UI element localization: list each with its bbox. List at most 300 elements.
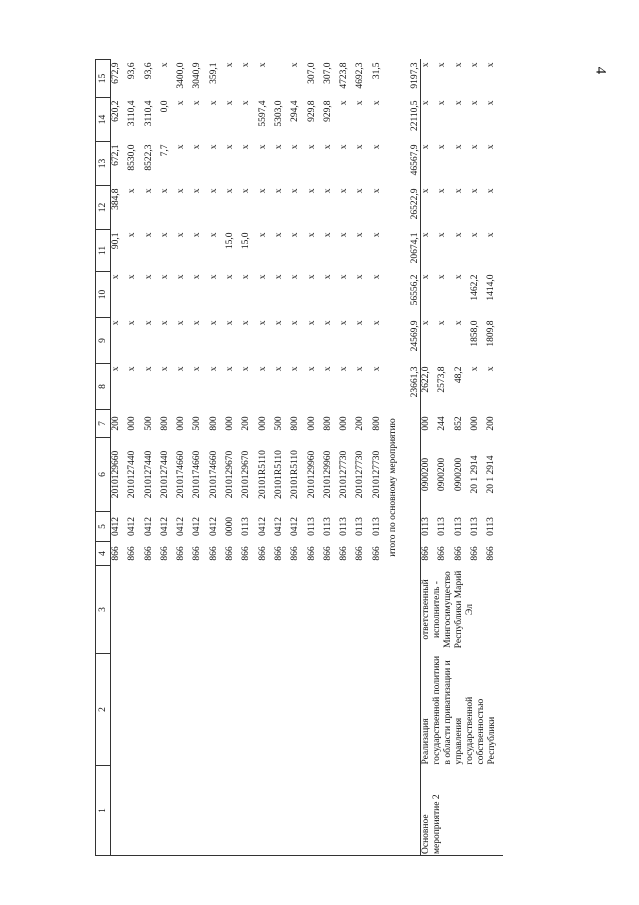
table-cell: 2010127440 <box>127 450 138 499</box>
table-cell: 672,9 <box>111 62 121 84</box>
table-cell: 359,1 <box>208 62 219 84</box>
table-cell: x <box>208 188 219 194</box>
table-cell: x <box>453 232 464 238</box>
table-cell: 244 <box>437 416 448 431</box>
table-cell: x <box>143 188 154 194</box>
table-cell: 0412 <box>208 517 219 536</box>
empty-cell <box>388 766 421 856</box>
table-cell: x <box>371 100 382 106</box>
table-cell: x <box>241 366 252 372</box>
table-cell: 000 <box>225 416 236 431</box>
table-cell: x <box>371 144 382 150</box>
table-cell: 0,0 <box>159 100 170 113</box>
table-cell: x <box>143 366 154 372</box>
table-cell: x <box>453 62 464 68</box>
table-cell: x <box>127 188 138 194</box>
table-row <box>127 60 143 856</box>
empty-cell <box>144 566 160 654</box>
table-cell: 3110,4 <box>127 100 138 127</box>
table-cell: 000 <box>127 416 138 431</box>
table-cell: x <box>453 320 464 326</box>
table-cell: x <box>273 232 284 238</box>
table-cell: x <box>111 366 121 372</box>
table-cell: 866 <box>143 546 154 561</box>
empty-cell <box>127 566 143 654</box>
total-value: 24569,9 <box>388 318 421 364</box>
total-value: 9197,3 <box>388 60 421 98</box>
table-cell: x <box>486 232 497 238</box>
budget-table <box>95 59 503 856</box>
table-cell: 0113 <box>453 517 464 536</box>
table-cell: x <box>355 366 366 372</box>
table-cell: 2010127730 <box>355 450 366 499</box>
table-cell: 000 <box>306 416 317 431</box>
table-cell: 31,5 <box>371 62 382 80</box>
table-cell: 2010129670 <box>241 450 252 499</box>
table-cell: 2010174660 <box>208 450 219 499</box>
empty-cell <box>355 766 371 856</box>
table-cell: 800 <box>322 416 333 431</box>
table-cell: x <box>421 144 432 150</box>
empty-cell <box>209 654 225 766</box>
table-cell: x <box>257 188 268 194</box>
empty-cell <box>241 654 257 766</box>
table-row <box>176 60 192 856</box>
empty-cell <box>192 654 208 766</box>
table-cell: x <box>290 232 301 238</box>
table-cell: x <box>486 62 497 68</box>
empty-cell <box>258 766 274 856</box>
table-cell: 929,8 <box>322 100 333 122</box>
table-cell: x <box>453 144 464 150</box>
table-row <box>258 60 274 856</box>
table-cell: x <box>176 144 187 150</box>
table-cell: 2622,0 <box>421 366 432 393</box>
header-cell: 15 <box>96 60 111 98</box>
empty-cell <box>339 566 355 654</box>
table-cell: x <box>339 188 350 194</box>
table-cell: 307,0 <box>322 62 333 84</box>
empty-cell <box>372 654 388 766</box>
table-cell: x <box>192 100 203 106</box>
table-cell: x <box>290 188 301 194</box>
header-row <box>96 60 111 856</box>
table-cell: 866 <box>192 546 203 561</box>
table-cell: x <box>437 62 448 68</box>
empty-cell <box>225 766 241 856</box>
table-cell: 866 <box>486 546 497 561</box>
table-cell: 800 <box>371 416 382 431</box>
table-cell: x <box>421 100 432 106</box>
table-cell: x <box>339 320 350 326</box>
empty-cell <box>127 654 143 766</box>
table-cell: x <box>306 144 317 150</box>
table-cell: 294,4 <box>290 100 301 122</box>
empty-cell <box>323 654 339 766</box>
empty-cell <box>225 566 241 654</box>
table-cell: x <box>355 274 366 280</box>
empty-cell <box>160 766 176 856</box>
empty-cell <box>144 654 160 766</box>
table-cell: x <box>208 100 219 106</box>
empty-cell <box>290 766 306 856</box>
table-cell: 0113 <box>469 517 480 536</box>
table-cell: 866 <box>306 546 317 561</box>
table-cell: x <box>192 232 203 238</box>
table-cell: 866 <box>159 546 170 561</box>
measure-description: Реализация государственной политики в области приватизации и управления государственной собственностью Республики <box>421 655 497 765</box>
table-cell: x <box>355 320 366 326</box>
table-cell: x <box>421 274 432 280</box>
total-value: 23661,3 <box>388 364 421 410</box>
table-row <box>307 60 323 856</box>
table-cell: x <box>127 274 138 280</box>
measure-executor: ответственный исполнитель - Мингосимущество Республики Марий Эл <box>421 570 475 649</box>
table-cell: x <box>421 62 432 68</box>
table-cell: 852 <box>453 416 464 431</box>
empty-cell <box>209 566 225 654</box>
empty-cell <box>258 654 274 766</box>
table-cell: x <box>127 320 138 326</box>
table-cell: 2010129960 <box>306 450 317 499</box>
table-cell: x <box>339 274 350 280</box>
table-cell: x <box>290 144 301 150</box>
table-cell: 620,2 <box>111 100 121 122</box>
table-cell: x <box>111 320 121 326</box>
table-cell: x <box>208 232 219 238</box>
table-cell: x <box>437 274 448 280</box>
header-cell: 14 <box>96 98 111 142</box>
table-cell: x <box>225 366 236 372</box>
table-cell: x <box>176 366 187 372</box>
table-cell: 0900200 <box>421 457 432 492</box>
table-cell: 0412 <box>290 517 301 536</box>
empty-cell <box>241 766 257 856</box>
header-cell: 7 <box>96 410 111 438</box>
table-cell: 0113 <box>355 517 366 536</box>
table-cell: 2010127440 <box>143 450 154 499</box>
table-cell: 20101R5110 <box>273 450 284 499</box>
table-row <box>339 60 355 856</box>
table-cell: x <box>176 188 187 194</box>
table-row <box>111 60 128 856</box>
table-cell: x <box>486 144 497 150</box>
total-value: 20674,1 <box>388 230 421 272</box>
table-cell: x <box>208 144 219 150</box>
table-cell: 866 <box>322 546 333 561</box>
empty-cell <box>323 566 339 654</box>
table-cell: x <box>421 320 432 326</box>
table-cell: x <box>143 320 154 326</box>
table-cell: 866 <box>469 546 480 561</box>
empty-cell <box>225 654 241 766</box>
empty-cell <box>355 654 371 766</box>
empty-cell <box>192 766 208 856</box>
header-cell: 13 <box>96 142 111 186</box>
table-cell: 672,1 <box>111 144 121 166</box>
table-cell: 0113 <box>437 517 448 536</box>
table-cell: 4723,8 <box>339 62 350 89</box>
table-row <box>160 60 176 856</box>
table-cell: x <box>127 232 138 238</box>
table-cell: 200 <box>111 416 121 431</box>
table-cell: 2010129660 <box>111 450 121 499</box>
empty-cell <box>372 766 388 856</box>
table-cell: 866 <box>225 546 236 561</box>
table-cell: x <box>339 232 350 238</box>
table-cell: 2010129670 <box>225 450 236 499</box>
table-row <box>225 60 241 856</box>
empty-cell <box>290 654 306 766</box>
table-row <box>144 60 160 856</box>
table-cell: 866 <box>241 546 252 561</box>
empty-cell <box>111 654 128 766</box>
table-row <box>323 60 339 856</box>
table-cell: x <box>273 366 284 372</box>
table-cell: x <box>469 232 480 238</box>
table-cell: 866 <box>371 546 382 561</box>
table-cell: x <box>273 188 284 194</box>
table-row <box>192 60 208 856</box>
table-cell: 866 <box>290 546 301 561</box>
table-cell: x <box>176 274 187 280</box>
empty-cell <box>307 566 323 654</box>
table-cell: 2573,8 <box>437 366 448 393</box>
table-cell: x <box>273 274 284 280</box>
table-cell: 866 <box>111 546 121 561</box>
table-cell: x <box>437 232 448 238</box>
empty-cell <box>111 566 128 654</box>
table-cell: x <box>225 320 236 326</box>
table-cell: 48,2 <box>453 366 464 384</box>
empty-cell <box>192 566 208 654</box>
table-cell: 000 <box>176 416 187 431</box>
table-cell: x <box>437 100 448 106</box>
table-cell: 2010129960 <box>322 450 333 499</box>
table-cell: x <box>192 188 203 194</box>
table-cell: x <box>257 274 268 280</box>
empty-cell <box>144 766 160 856</box>
table-cell: x <box>159 366 170 372</box>
table-cell: 866 <box>453 546 464 561</box>
empty-cell <box>339 766 355 856</box>
empty-cell <box>307 654 323 766</box>
table-cell: 8522,3 <box>143 144 154 171</box>
table-cell: 0900200 <box>437 457 448 492</box>
table-cell: x <box>273 320 284 326</box>
table-cell: x <box>192 366 203 372</box>
table-cell: x <box>159 320 170 326</box>
table-cell: x <box>127 366 138 372</box>
table-cell: 000 <box>339 416 350 431</box>
empty-cell <box>241 566 257 654</box>
empty-cell <box>176 654 192 766</box>
empty-cell <box>274 654 290 766</box>
table-cell: x <box>486 366 497 372</box>
table-cell: x <box>290 274 301 280</box>
table-cell: x <box>257 320 268 326</box>
empty-cell <box>160 654 176 766</box>
table-cell: 20101R5110 <box>257 450 268 499</box>
table-cell: 0113 <box>339 517 350 536</box>
table-cell: x <box>241 100 252 106</box>
table-row <box>274 60 290 856</box>
table-cell: x <box>469 188 480 194</box>
header-cell: 11 <box>96 230 111 272</box>
table-cell: x <box>273 144 284 150</box>
header-cell: 1 <box>96 766 111 856</box>
measure-name: Основное мероприятие 2 <box>421 766 503 856</box>
table-cell: 0412 <box>273 517 284 536</box>
table-row <box>421 60 438 856</box>
table-cell: 0412 <box>257 517 268 536</box>
table-cell: x <box>469 144 480 150</box>
table-cell: 5303,0 <box>273 100 284 127</box>
table-cell: x <box>453 274 464 280</box>
header-cell: 5 <box>96 512 111 542</box>
empty-cell <box>274 766 290 856</box>
table-cell: x <box>143 274 154 280</box>
table-cell: x <box>437 144 448 150</box>
table-cell: 0412 <box>127 517 138 536</box>
table-cell: x <box>355 100 366 106</box>
header-cell: 9 <box>96 318 111 364</box>
table-row <box>241 60 257 856</box>
table-cell: x <box>176 100 187 106</box>
empty-cell <box>388 566 421 654</box>
table-cell: 20 1 2914 <box>486 455 497 494</box>
table-cell: x <box>290 62 301 68</box>
table-cell: 000 <box>421 416 432 431</box>
table-cell: 200 <box>486 416 497 431</box>
table-cell: x <box>322 144 333 150</box>
table-cell: x <box>225 144 236 150</box>
table-cell: x <box>208 320 219 326</box>
table-cell: x <box>143 232 154 238</box>
table-cell: x <box>257 366 268 372</box>
table-cell: x <box>306 320 317 326</box>
table-cell: x <box>322 274 333 280</box>
empty-cell <box>307 766 323 856</box>
table-cell: x <box>355 232 366 238</box>
table-cell: x <box>159 232 170 238</box>
page-number: 4 <box>591 66 608 75</box>
table-cell: 0113 <box>371 517 382 536</box>
table-cell: x <box>355 144 366 150</box>
table-cell: x <box>225 188 236 194</box>
table-cell: 500 <box>192 416 203 431</box>
table-body <box>111 60 503 856</box>
table-cell: 2010127730 <box>339 450 350 499</box>
table-cell: x <box>339 366 350 372</box>
table-cell: 2010127730 <box>371 450 382 499</box>
table-cell: x <box>371 320 382 326</box>
table-cell: 8530,0 <box>127 144 138 171</box>
table-cell: 200 <box>241 416 252 431</box>
table-cell: x <box>225 100 236 106</box>
table-cell: x <box>421 232 432 238</box>
header-cell: 2 <box>96 654 111 766</box>
table-cell: x <box>322 188 333 194</box>
table-cell: 0113 <box>322 517 333 536</box>
table-row <box>372 60 388 856</box>
table-cell: 2010174660 <box>176 450 187 499</box>
header-cell: 10 <box>96 272 111 318</box>
empty-cell <box>176 566 192 654</box>
empty-cell <box>290 566 306 654</box>
table-cell: x <box>192 144 203 150</box>
table-cell: 866 <box>355 546 366 561</box>
empty-cell <box>176 766 192 856</box>
header-cell: 8 <box>96 364 111 410</box>
table-cell: 2010174660 <box>192 450 203 499</box>
table-cell: x <box>421 188 432 194</box>
table-cell: 15,0 <box>225 232 236 250</box>
table-cell: 20101R5110 <box>290 450 301 499</box>
table-cell: x <box>241 144 252 150</box>
table-cell: 0900200 <box>453 457 464 492</box>
table-cell: x <box>290 320 301 326</box>
table-cell: x <box>257 144 268 150</box>
table-cell: 0412 <box>192 517 203 536</box>
table-cell: x <box>371 232 382 238</box>
table-cell: 866 <box>437 546 448 561</box>
table-cell: x <box>453 188 464 194</box>
table-cell: x <box>241 188 252 194</box>
table-cell: 200 <box>355 416 366 431</box>
table-cell: x <box>371 274 382 280</box>
table-row <box>209 60 225 856</box>
table-cell: x <box>257 62 268 68</box>
total-value: 26522,9 <box>388 186 421 230</box>
total-value: 46567,9 <box>388 142 421 186</box>
table-cell: x <box>241 62 252 68</box>
table-cell: 0113 <box>421 517 432 536</box>
table-cell: 866 <box>208 546 219 561</box>
table-cell: 93,6 <box>143 62 154 80</box>
table-cell: 0412 <box>159 517 170 536</box>
table-cell: x <box>192 274 203 280</box>
table-cell: 1462,2 <box>469 274 480 301</box>
table-cell: 800 <box>290 416 301 431</box>
table-cell: x <box>241 274 252 280</box>
table-cell: 000 <box>257 416 268 431</box>
table-cell: x <box>306 188 317 194</box>
table-cell: x <box>371 188 382 194</box>
table-cell: 3400,0 <box>176 62 187 89</box>
table-cell: 0113 <box>486 517 497 536</box>
empty-cell <box>274 566 290 654</box>
empty-cell <box>323 766 339 856</box>
table-cell: 866 <box>176 546 187 561</box>
table-cell: 15,0 <box>241 232 252 250</box>
empty-cell <box>127 766 143 856</box>
table-cell: 0113 <box>241 517 252 536</box>
empty-cell <box>339 654 355 766</box>
table-cell: x <box>159 188 170 194</box>
table-cell: 307,0 <box>306 62 317 84</box>
table-cell: 500 <box>143 416 154 431</box>
table-cell: x <box>469 100 480 106</box>
table-cell: 93,6 <box>127 62 138 80</box>
table-cell: 000 <box>469 416 480 431</box>
table-cell: x <box>111 274 121 280</box>
table-cell: x <box>339 100 350 106</box>
table-cell: x <box>306 232 317 238</box>
table-cell: x <box>453 100 464 106</box>
total-row <box>388 60 421 856</box>
table-cell: x <box>486 188 497 194</box>
